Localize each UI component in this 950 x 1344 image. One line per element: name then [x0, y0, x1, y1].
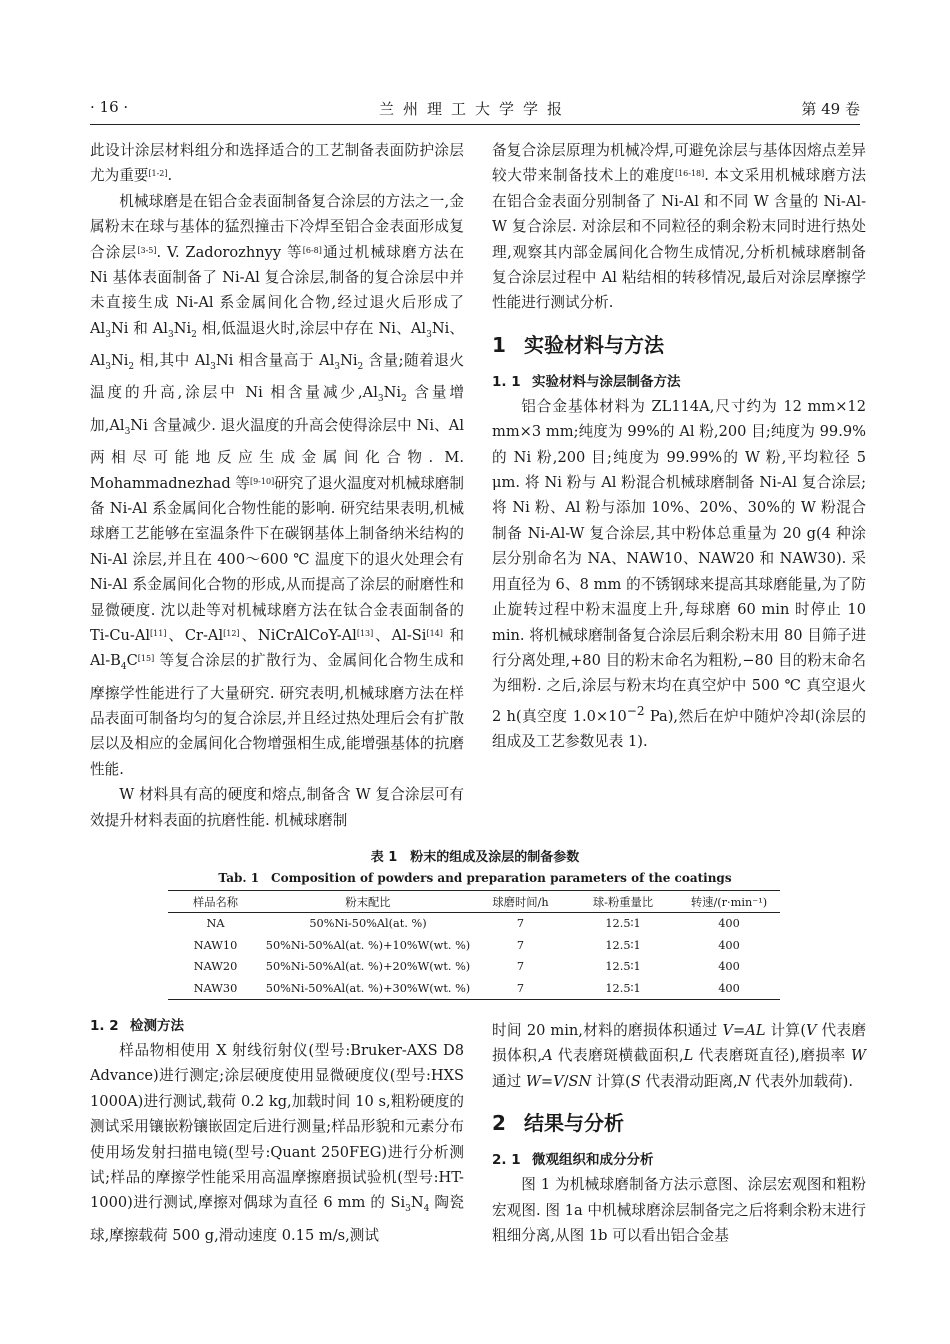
section-heading [492, 1108, 866, 1138]
table-cell: 12.5∶1 [568, 978, 678, 1000]
subscript: 3 [124, 426, 131, 437]
table-row [168, 913, 780, 935]
superscript: −2 [626, 703, 645, 718]
left-column [90, 138, 464, 833]
table-cell: 400 [718, 938, 740, 952]
subscript: 2 [401, 394, 407, 405]
math-symbol: V [553, 1072, 564, 1090]
math-symbol: V [806, 1022, 817, 1039]
table-cell: 50%Ni-50%Al(at. %)+20%W(wt. %) [265, 960, 471, 974]
table-cell: 400 [718, 917, 740, 931]
table-cell: NAW20 [193, 960, 238, 974]
subsection-heading [90, 1014, 464, 1038]
subscript: 3 [105, 362, 111, 373]
section-heading [492, 330, 866, 360]
math-symbol: N [737, 1072, 751, 1090]
table-caption-zh: 表 1 粉末的组成及涂层的制备参数 [370, 850, 580, 865]
body-paragraph: 时间 20 min,材料的磨损体积通过 V=AL 计算(V 代表磨损体积,A 代表磨斑横截面积,L 代表磨斑直径),磨损率 W 通过 W=V/SN 计算(S 代表滑动距离,N 代表外加载荷). [492, 1022, 866, 1090]
table-header-cell: 转速/(r·min⁻¹) [678, 891, 780, 913]
citation-ref: [13] [356, 628, 374, 638]
table-header-cell: 球磨时间/h [473, 891, 568, 913]
parameters-table [168, 890, 780, 1000]
math-symbol: AL [745, 1022, 766, 1039]
table-row [168, 978, 780, 1000]
table-cell: 50%Ni-50%Al(at. %) [309, 917, 427, 931]
subscript: 4 [423, 1204, 430, 1215]
bottom-left-column [90, 1014, 464, 1248]
citation-ref: [15] [137, 654, 155, 664]
citation-ref: [6-8] [302, 245, 322, 255]
math-symbol: V [722, 1022, 734, 1039]
citation-ref: [9-10] [249, 476, 275, 486]
table-header-cell: 球-粉重量比 [568, 891, 678, 913]
table-header-cell: 粉末配比 [263, 891, 473, 913]
math-symbol: W [851, 1047, 866, 1065]
body-paragraph: 铝合金基体材料为 ZL114A,尺寸约为 12 mm×12 mm×3 mm;纯度为 99%的 Al 粉,200 目;纯度为 99.9%的 Ni 粉,200 目;纯度为 99.99%的 W 粉,平均粒径 5 μm. 将 Ni 粉与 Al 粉混合机械球磨制备 Ni-Al 复合涂层;将 Ni 粉、Al 粉与添加 10%、20%、30%的 W 粉混合制备 Ni-Al-W 复合涂层,其中粉体总重量为 20 g(4 种涂层分别命名为 NA、NAW10、NAW20 和 NAW30). 采用直径为 6、8 mm 的不锈钢球来提高其球磨能量,为了防止旋转过程中粉末温度上升,每球磨 60 min 时停止 10 min. 将机械球磨制备复合涂层后剩余粉末用 80 目筛子进行分离处理,+80 目的粉末命名为粗粉,−80 目的粉末命名为细粉. 之后,涂层与粉末均在真空炉中 500 ℃ 真空退火 2 h(真空度 $1.0\times 10^{-2}$ Pa),然后在炉中随炉冷却(涂层的组成及工艺参数见表 1). [492, 397, 866, 750]
subsection-heading [492, 370, 866, 394]
citation-ref: [16-18] [674, 169, 705, 179]
journal-name: 兰州理工大学学报 [378, 100, 571, 118]
citation-ref: [12] [223, 628, 240, 638]
section-number: 1 [492, 332, 506, 357]
table-cell: 12.5∶1 [605, 960, 641, 974]
subsection-title: 实验材料与涂层制备方法 [532, 373, 681, 390]
subscript: 2 [191, 329, 197, 340]
table-caption-en: Tab. 1 Composition of powders and preparation parameters of the coatings [218, 871, 732, 885]
table-cell: 50%Ni-50%Al(at. %)+10%W(wt. %) [265, 938, 471, 952]
body-paragraph: 此设计涂层材料组分和选择适合的工艺制备表面防护涂层尤为重要[1-2]. [90, 142, 464, 185]
subsection-number: 1. 2 [90, 1018, 119, 1034]
table-cell: 400 [678, 978, 780, 1000]
body-paragraph: 机械球磨是在铝合金表面制备复合涂层的方法之一,金属粉末在球与基体的猛烈撞击下冷焊至铝合金表面形成复合涂层[3-5]. V. Zadorozhnyy 等[6-8]通过机械球磨方法在 Ni 基体表面制备了 Ni-Al 复合涂层,制备的复合涂层中并未直接生成 Ni-Al 系金属间化合物,经过退火后形成了 $Al_3Ni$ 和 $Al_3Ni_2$ 相,低温退火时,涂层中存在 Ni、$Al_3Ni$、$Al_3Ni_2$ 相,其中 $Al_3Ni$ 相含量高于 $Al_3Ni_2$ 含量;随着退火温度的升高,涂层中 Ni 相含量减少$,Al_3Ni_2$ 含量增加$,Al_3Ni$ 含量减少. 退火温度的升高会使得涂层中 Ni、Al 两相尽可能地反应生成金属间化合物. M. Mohammadnezhad 等[9-10]研究了退火温度对机械球磨制备 Ni-Al 系金属间化合物性能的影响. 研究结果表明,机械球磨工艺能够在室温条件下在碳钢基体上制备纳米结构的 Ni-Al 涂层,并且在 400～600 ℃ 温度下的退火处理会有 Ni-Al 系金属间化合物的形成,从而提高了涂层的耐磨性和显微硬度. 沈以赴等对机械球磨方法在钛合金表面制备的 Ti-Cu-Al[11]、Cr-Al[12]、NiCrAlCoY-Al[13]、Al-Si[14] 和 $Al-B_4C[15]$ 等复合涂层的扩散行为、金属间化合物生成和摩擦学性能进行了大量研究. 研究表明,机械球磨方法在样品表面可制备均匀的复合涂层,并且经过热处理后会有扩散层以及相应的金属间化合物增强相生成,能增强基体的抗磨性能. [90, 192, 465, 778]
subscript: 3 [105, 329, 111, 340]
table-cell: 7 [516, 917, 525, 931]
citation-ref: [1-2] [148, 169, 168, 179]
math-symbol: W [525, 1072, 541, 1090]
subscript: 3 [210, 362, 216, 373]
citation-ref: [11] [150, 628, 167, 638]
table-cell: 7 [516, 938, 525, 952]
math-symbol: A [542, 1047, 553, 1065]
subscript: 3 [334, 362, 341, 373]
page-number: · 16 · [90, 98, 129, 116]
math-symbol: S [630, 1072, 641, 1090]
math-symbol: SN [568, 1072, 592, 1090]
body-paragraph: W 材料具有高的硬度和熔点,制备含 W 复合涂层可有效提升材料表面的抗磨性能. 机械球磨制 [90, 786, 464, 829]
table-cell: 50%Ni-50%Al(at. %)+30%W(wt. %) [263, 978, 473, 1000]
subscript: 4 [120, 662, 127, 673]
subsection-title: 微观组织和成分分析 [532, 1152, 654, 1169]
section-title: 实验材料与方法 [524, 332, 664, 357]
table-cell: 7 [516, 960, 525, 974]
body-paragraph: 样品物相使用 X 射线衍射仪(型号:Bruker-AXS D8 Advance)进行测定;涂层硬度使用显微硬度仪(型号:HXS 1000A)进行测试,载荷 0.2 kg,加载时间 10 s,粗粉硬度的测试采用镶嵌粉镶嵌固定后进行测量;样品形貌和元素分布使用场发射扫描电镜(型号:Quant 250FEG)进行分析测试;样品的摩擦学性能采用高温摩擦磨损试验机(型号:HT-1000)进行测试,摩擦对偶球为直径 6 mm 的 $Si_3N_4$ 陶瓷球,摩擦载荷 500 g,滑动速度 0.15 m/s,测试 [90, 1042, 465, 1244]
table-header-cell: 样品名称 [168, 891, 263, 913]
math-symbol: L [683, 1047, 694, 1065]
table-cell: 400 [718, 960, 740, 974]
table-header-row [168, 891, 780, 913]
table-cell: NA [206, 917, 225, 931]
right-column [492, 138, 866, 754]
subscript: 2 [357, 362, 364, 373]
body-paragraph: 备复合涂层原理为机械冷焊,可避免涂层与基体因熔点差异较大带来制备技术上的难度[16-18]. 本文采用机械球磨方法在铝合金表面分别制备了 Ni-Al 和不同 W 含量的 Ni-Al-W 复合涂层. 对涂层和不同粒径的剩余粉末同时进行热处理,观察其内部金属间化合物生成情况,分析机械球磨制备复合涂层过程中 Al 粘结相的转移情况,最后对涂层摩擦学性能进行测试分析. [492, 142, 866, 312]
table-cell: 12.5∶1 [605, 938, 641, 952]
subscript: 3 [167, 329, 174, 340]
subscript: 2 [128, 362, 135, 373]
bottom-right-column [492, 1018, 866, 1248]
volume-label: 第 49 卷 [801, 100, 860, 118]
section-title: 结果与分析 [524, 1111, 624, 1136]
subscript: 3 [405, 1204, 411, 1215]
citation-ref: [3-5] [137, 245, 157, 255]
section-number: 2 [492, 1111, 506, 1136]
citation-ref: [14] [426, 628, 443, 638]
table-row [168, 956, 780, 978]
running-header [90, 96, 860, 125]
table-row [168, 935, 780, 957]
table-cell: 12.5∶1 [605, 917, 641, 931]
subsection-number: 1. 1 [492, 373, 521, 390]
table-cell: NAW10 [193, 938, 238, 952]
subsection-title: 检测方法 [130, 1018, 184, 1034]
subscript: 3 [377, 394, 384, 405]
body-paragraph: 图 1 为机械球磨制备方法示意图、涂层宏观图和粗粉宏观图. 图 1a 中机械球磨涂层制备完之后将剩余粉末进行粗细分离,从图 1b 可以看出铝合金基 [492, 1176, 866, 1245]
table-cell: NAW30 [168, 978, 263, 1000]
table-cell: 7 [473, 978, 568, 1000]
subsection-number: 2. 1 [492, 1152, 521, 1169]
subsection-heading [492, 1148, 866, 1172]
subscript: 3 [426, 329, 432, 340]
